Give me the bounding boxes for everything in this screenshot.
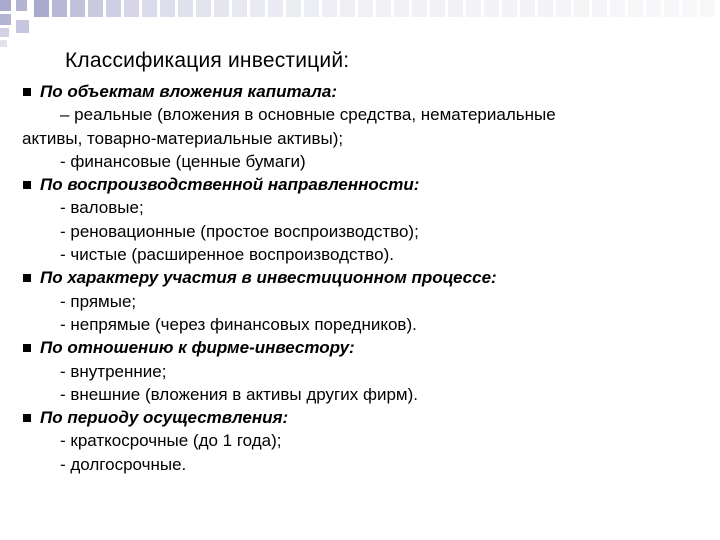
section-heading-text: По воспроизводственной направленности: xyxy=(40,175,420,195)
list-item: - валовые; xyxy=(60,198,144,218)
list-item: - реновационные (простое воспроизводство); xyxy=(60,221,419,241)
list-item: - краткосрочные (до 1 года); xyxy=(60,431,282,451)
classification-list xyxy=(22,80,702,476)
section-heading-text: По объектам вложения капитала: xyxy=(40,82,337,101)
square-bullet-icon xyxy=(23,274,31,282)
list-item-continuation: активы, товарно-материальные активы); xyxy=(22,128,344,148)
square-bullet-icon xyxy=(23,181,31,189)
list-item: - долгосрочные. xyxy=(60,454,187,474)
page-title: Классификация инвестиций: xyxy=(65,49,350,72)
list-item: - непрямые (через финансовых поредников). xyxy=(60,314,417,334)
list-item: - прямые; xyxy=(60,291,137,311)
section-heading xyxy=(22,173,702,196)
square-bullet-icon xyxy=(23,344,31,352)
list-item: – реальные (вложения в основные средства, нематериальные xyxy=(60,105,556,125)
square-bullet-icon xyxy=(23,414,31,422)
section-heading xyxy=(22,336,702,359)
section-heading xyxy=(22,266,702,289)
square-bullet-icon xyxy=(23,88,31,96)
section-heading-text: По отношению к фирме-инвестору: xyxy=(40,338,355,358)
section-heading xyxy=(22,406,702,429)
corner-decoration xyxy=(0,0,720,50)
section-heading xyxy=(22,80,702,103)
section-heading-text: По характеру участия в инвестиционном процессе: xyxy=(40,268,497,288)
list-item: - внешние (вложения в активы других фирм). xyxy=(60,384,418,404)
list-item: - финансовые (ценные бумаги) xyxy=(60,151,306,171)
list-item: - чистые (расширенное воспроизводство). xyxy=(60,245,394,265)
list-item: - внутренние; xyxy=(60,361,167,381)
section-heading-text: По периоду осуществления: xyxy=(40,408,289,428)
